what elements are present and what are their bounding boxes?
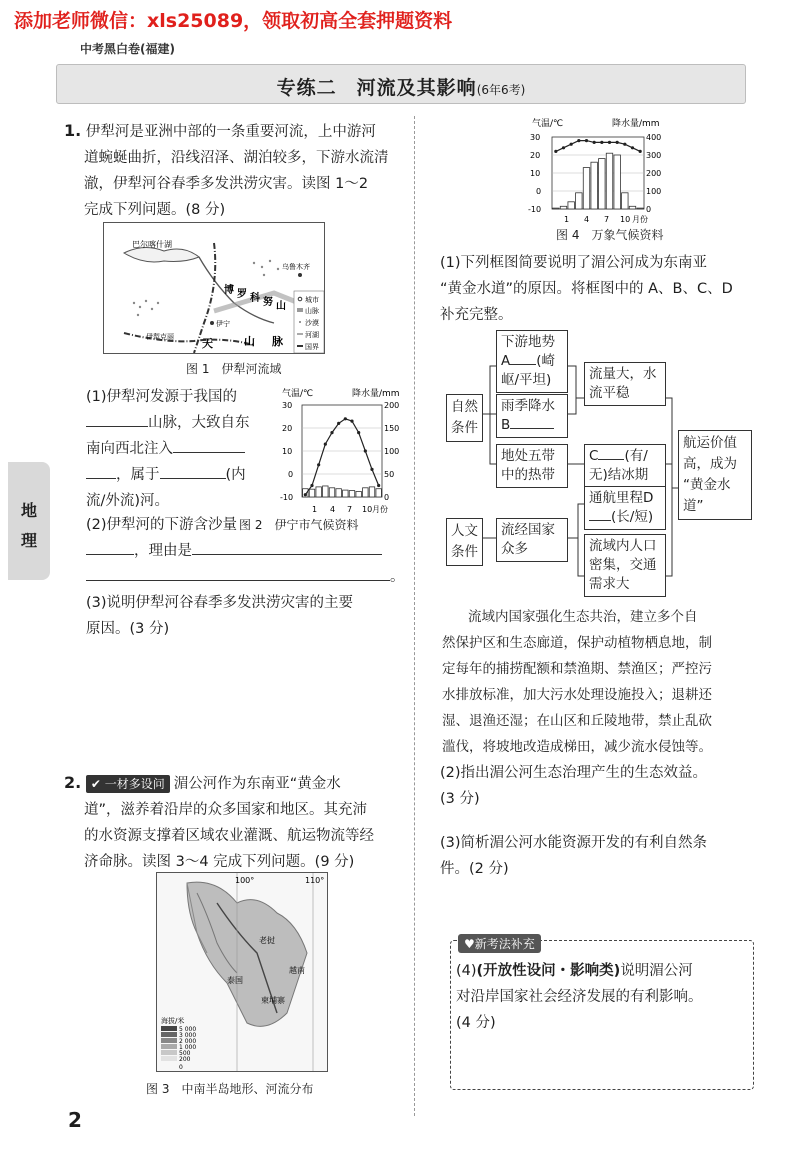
q2-sub3-line: (3)简析湄公河水能资源开发的有利自然条: [440, 835, 708, 851]
box-terrain: [496, 330, 568, 393]
fig4-month-unit: 月份: [632, 215, 648, 224]
box-text: 流域内人口: [589, 538, 657, 554]
fig2-precip-bar: [329, 488, 334, 497]
fig2-precip-bars: [303, 486, 382, 497]
q2-stem-line: 济命脉。读图 3～4 完成下列问题。(9 分): [84, 854, 355, 870]
fig2-precip-bar: [309, 489, 314, 497]
answer-blank[interactable]: [86, 478, 116, 479]
q1-stem-line: 伊犁河是亚洲中部的一条重要河流，上中游河: [85, 124, 376, 140]
box-text: 无)结冰期: [589, 467, 649, 483]
q2-sub3-line: 件。(2 分): [440, 861, 509, 877]
fig2-month-tick: 10: [362, 505, 373, 514]
q2-stem: [64, 770, 374, 875]
answer-blank-b[interactable]: [510, 428, 554, 429]
box-tropical: [496, 444, 568, 488]
box-result: [678, 430, 752, 520]
passage-line: 水排放标准，加大污水处理设施投入；退耕还: [442, 687, 712, 703]
legend-item: 3 000: [179, 1032, 197, 1039]
map-lon-label: 110°: [305, 876, 325, 885]
fig4-right-tick: 400: [646, 133, 662, 142]
section-title-sub: (6年6考): [476, 83, 526, 97]
fig4-temp-point: [577, 139, 580, 142]
q1-sub1-line: 南向西北注入: [86, 441, 173, 457]
fig4-precip-bar: [553, 208, 559, 209]
q2-sub3: [440, 830, 707, 882]
fig4-right-tick: 200: [646, 169, 662, 178]
box-text: B: [501, 417, 511, 433]
fig2-left-tick: 0: [288, 470, 294, 479]
label-city: 乌鲁木齐: [282, 263, 310, 271]
fig4-right-tick: 100: [646, 187, 662, 196]
q1-sub2-line: (2)伊犁河的下游含沙量: [86, 517, 238, 533]
fig2-temp-point: [310, 484, 313, 487]
fig4-temp-point: [631, 146, 634, 149]
fig2-month-unit: 月份: [372, 505, 388, 514]
fig4-precip-bar: [560, 206, 566, 209]
fig4-temp-point: [608, 141, 611, 144]
legend-item: 2 000: [179, 1038, 197, 1045]
q2-sub2-line: (2)指出湄公河生态治理产生的生态效益。: [440, 765, 708, 781]
box-text: 条件: [451, 544, 478, 560]
fig4-precip-bar: [622, 193, 628, 209]
legend-item: 1 000: [179, 1044, 197, 1051]
answer-blank[interactable]: [192, 554, 382, 555]
page-number: 2: [68, 1108, 82, 1132]
q2-sub1-intro: [440, 250, 733, 328]
q1-sub1-line: (内: [225, 467, 246, 483]
answer-blank[interactable]: [86, 580, 390, 581]
fig4-month-tick: 1: [564, 215, 570, 224]
label-mt: 脉: [272, 335, 283, 348]
legend-item: 5 000: [179, 1026, 197, 1033]
fig4-precip-bar: [568, 202, 574, 209]
answer-blank-c[interactable]: [598, 459, 624, 460]
box-text: 通航里程D: [589, 490, 654, 506]
q1-number: 1.: [64, 121, 82, 140]
box-text: 需求大: [589, 576, 630, 592]
q1-sub1-line: ，属于: [116, 467, 160, 483]
fig4-temp-point: [600, 141, 603, 144]
fig2-precip-bar: [349, 491, 354, 497]
box-text: “黄金水: [683, 477, 731, 493]
section-title-main: 专练二 河流及其影响: [276, 77, 477, 99]
fig2-precip-bar: [343, 490, 348, 497]
fig2-temp-line: [304, 417, 381, 496]
fig3-indochina-map: [156, 872, 328, 1072]
box-text: 雨季降水: [501, 398, 555, 414]
fig4-precip-bar: [576, 193, 582, 209]
legend-title: 海拔/米: [161, 1017, 185, 1025]
fig2-right-tick: 0: [384, 493, 390, 502]
fig4-right-tick: 300: [646, 151, 662, 160]
fig2-left-tick: -10: [280, 493, 294, 502]
box-text: 人文: [451, 523, 478, 539]
section-banner: [56, 64, 746, 104]
q1-stem-line: 完成下列问题。(8 分): [84, 202, 226, 218]
fig4-precip-bars: [553, 153, 644, 209]
fig2-temp-point: [317, 463, 320, 466]
section-title: [57, 73, 745, 100]
fig2-temp-point: [350, 420, 353, 423]
fig2-climate-chart: [280, 386, 405, 514]
q2-sub4-type: (开放性设问・影响类): [476, 963, 621, 979]
fig4-temp-point: [554, 150, 557, 153]
box-text: 流经国家: [501, 522, 555, 538]
q2-tag: ✔ 一材多设问: [86, 775, 170, 793]
label-mt: 罗: [237, 289, 247, 300]
fig2-temp-point: [357, 431, 360, 434]
box-distance: [584, 486, 666, 530]
fig4-temp-point: [585, 139, 588, 142]
ecology-passage: [442, 604, 712, 760]
fig4-left-tick: 10: [530, 169, 541, 178]
answer-blank-a[interactable]: [510, 364, 536, 365]
map-place-label: 泰国: [227, 976, 243, 985]
map-lon-label: 100°: [235, 876, 255, 885]
box-text: 地处五带: [501, 448, 555, 464]
fig2-precip-bar: [369, 487, 374, 497]
fig2-right-tick: 100: [384, 447, 400, 456]
box-flow: [584, 362, 666, 406]
q2-sub2: [440, 760, 707, 812]
fig2-right-tick: 150: [384, 424, 400, 433]
legend-item: 城市: [305, 296, 319, 304]
box-text: 密集，交通: [589, 557, 657, 573]
fig4-temp-point: [639, 150, 642, 153]
fig2-month-tick: 1: [312, 505, 318, 514]
label-mt: 科: [250, 293, 260, 304]
fig2-temp-label: 气温/℃: [282, 389, 314, 399]
q2-intro-line: (1)下列框图简要说明了湄公河成为东南亚: [440, 255, 708, 271]
fig2-temp-point: [337, 422, 340, 425]
fig4-axes: [552, 137, 644, 209]
legend-item: 0: [179, 1064, 183, 1071]
q1-sub1-line: (1)伊犁河发源于我国的: [86, 389, 238, 405]
label-mt: 努: [263, 297, 273, 308]
q1-sub3: [86, 590, 353, 642]
fig4-precip-bar: [599, 159, 605, 209]
q1-stem-line: 澈，伊犁河谷春季多发洪涝灾害。读图 1～2: [84, 176, 369, 192]
box-human: [446, 518, 483, 566]
box-text: 流平稳: [589, 385, 630, 401]
subject-side-tab: [8, 462, 50, 580]
series-title: 中考黑白卷(福建): [80, 42, 175, 56]
box-text: (有/: [624, 448, 648, 464]
q1-sub2-line: ，理由是: [134, 543, 192, 559]
fig4-precip-bar: [583, 168, 589, 209]
map-place-label: 越南: [289, 966, 305, 975]
passage-line: 流域内国家强化生态共治，建立多个自: [468, 609, 698, 625]
label-lake: 巴尔喀什湖: [132, 240, 172, 249]
column-divider: [414, 116, 415, 1116]
box-natural: [446, 394, 483, 442]
box-text: A: [501, 353, 511, 369]
box-text: 岖/平坦): [501, 372, 552, 388]
box-text: 高，成为: [683, 456, 737, 472]
fig2-temp-point: [364, 449, 367, 452]
answer-blank[interactable]: [160, 478, 226, 479]
legend-item: 沙漠: [305, 319, 319, 327]
fig2-temp-point: [304, 493, 307, 496]
q1-stem: [64, 118, 389, 223]
fig2-precip-bar: [363, 488, 368, 497]
box-countries: [496, 518, 568, 562]
box-rain: [496, 394, 568, 438]
fig4-left-tick: 20: [530, 151, 541, 160]
map-place-label: 柬埔寨: [261, 996, 285, 1005]
side-char-2: 理: [20, 531, 37, 550]
fig4-temp-point: [593, 141, 596, 144]
fig4-left-tick: 30: [530, 133, 541, 142]
answer-blank[interactable]: [86, 426, 148, 427]
q1-sub3-line: (3)说明伊犁河谷春季多发洪涝灾害的主要: [86, 595, 354, 611]
box-ice: [584, 444, 666, 488]
answer-blank[interactable]: [173, 452, 245, 453]
fig4-precip-label: 降水量/mm: [612, 119, 660, 129]
legend-item: 河湖: [305, 331, 319, 339]
label-city: 伊犁克丽: [146, 333, 174, 341]
fig2-temp-polyline: [305, 419, 378, 495]
box-text: 中的热带: [501, 467, 555, 483]
legend-item: 200: [179, 1056, 191, 1063]
q2-stem-line: 湄公河作为东南亚“黄金水: [173, 776, 341, 792]
passage-line: 湿、退渔还湿；在山区和丘陵地带，禁止乱砍: [442, 713, 712, 729]
q1-sub1: [86, 384, 250, 514]
label-city: 伊宁: [216, 320, 230, 328]
label-mt: 山: [244, 335, 255, 348]
ad-banner: 添加老师微信：xls25089，领取初高全套押题资料: [14, 10, 453, 32]
fig4-temp-point: [562, 146, 565, 149]
q2-intro-line: “黄金水道”的原因。将框图中的 A、B、C、D: [440, 281, 733, 297]
q2-sub4-prefix: (4): [456, 963, 477, 979]
fig2-precip-bar: [376, 489, 381, 497]
fig3-caption: 图 3 中南半岛地形、河流分布: [146, 1082, 314, 1096]
fig4-precip-bar: [629, 206, 635, 209]
q2-stem-line: 的水资源支撑着区域农业灌溉、航运物流等经: [84, 828, 374, 844]
q1-sub1-line: 流/外流)河。: [86, 493, 170, 509]
label-mt: 博: [224, 285, 234, 296]
q2-sub4-text: 说明湄公河: [620, 963, 693, 979]
fig4-temp-label: 气温/℃: [532, 119, 564, 129]
passage-line: 然保护区和生态廊道，保护动植物栖息地，制: [442, 635, 712, 651]
q2-sub2-line: (3 分): [440, 791, 480, 807]
q2-sub4: [456, 958, 703, 1036]
answer-blank[interactable]: [86, 554, 134, 555]
label-mt: 山: [276, 301, 286, 312]
fig2-right-tick: 50: [384, 470, 395, 479]
fig4-month-tick: 10: [620, 215, 631, 224]
box-text: 流量大，水: [589, 366, 657, 382]
box-text: (崎: [536, 353, 556, 369]
fig4-precip-bar: [591, 162, 597, 209]
fig4-month-tick: 4: [584, 215, 590, 224]
q2-stem-line: 道”，滋养着沿岸的众多国家和地区。其充沛: [84, 802, 368, 818]
fig4-temp-point: [623, 143, 626, 146]
fig2-caption: 图 2 伊宁市气候资料: [239, 518, 359, 532]
fig4-precip-bar: [614, 155, 620, 209]
q1-sub1-line: 山脉，大致自东: [148, 415, 250, 431]
q1-stem-line: 道蜿蜒曲折，沿线沼泽、湖泊较多，下游水流清: [84, 150, 389, 166]
fig2-precip-bar: [336, 489, 341, 497]
map-place-label: 老挝: [259, 936, 275, 945]
box-text: (长/短): [611, 509, 654, 525]
side-char-1: 地: [20, 501, 37, 520]
legend-item: 500: [179, 1050, 191, 1057]
fig2-precip-bar: [356, 491, 361, 497]
new-method-tag: ♥新考法补充: [458, 934, 541, 953]
box-text: 众多: [501, 541, 528, 557]
box-text: 自然: [451, 399, 478, 415]
answer-blank-d[interactable]: [589, 520, 611, 521]
fig2-left-tick: 10: [282, 447, 293, 456]
fig2-temp-point: [324, 443, 327, 446]
box-text: 条件: [451, 420, 478, 436]
fig4-climate-chart: [528, 118, 668, 224]
legend-item: 国界: [305, 343, 319, 351]
fig2-precip-bar: [323, 486, 328, 497]
q1-sub2: (2)伊犁河的下游含沙量 图 2 伊宁市气候资料 ，理由是 。: [86, 517, 405, 585]
fig2-right-tick: 200: [384, 401, 400, 410]
fig2-month-tick: 7: [347, 505, 353, 514]
fig4-month-tick: 7: [604, 215, 610, 224]
fig4-precip-bar: [606, 153, 612, 209]
q2-sub4-text: 对沿岸国家社会经济发展的有利影响。: [456, 989, 703, 1005]
fig2-precip-bar: [316, 487, 321, 497]
fig2-temp-point: [344, 417, 347, 420]
fig2-temp-point: [330, 431, 333, 434]
fig2-left-tick: 30: [282, 401, 293, 410]
fig2-temp-point: [370, 468, 373, 471]
fig4-left-tick: -10: [528, 205, 542, 214]
fig4-left-tick: 0: [536, 187, 542, 196]
box-text: 航运价值: [683, 435, 737, 451]
box-text: 道”: [683, 498, 704, 514]
fig2-precip-label: 降水量/mm: [352, 389, 400, 399]
passage-line: 滥伐，将坡地改造成梯田，减少流水侵蚀等。: [442, 739, 712, 755]
passage-line: 定每年的捕捞配额和禁渔期、禁渔区；严控污: [442, 661, 712, 677]
box-population: [584, 534, 666, 597]
q1-sub3-line: 原因。(3 分): [86, 621, 170, 637]
q2-sub4-text: (4 分): [456, 1015, 496, 1031]
fig4-right-tick: 0: [646, 205, 652, 214]
fig1-caption: 图 1 伊犁河流域: [186, 362, 282, 376]
label-mt: 天: [202, 337, 213, 350]
fig4-caption: 图 4 万象气候资料: [556, 228, 664, 242]
legend-item: 山脉: [305, 307, 319, 315]
q2-number: 2.: [64, 773, 82, 792]
fig4-temp-line: [554, 139, 642, 153]
box-text: 下游地势: [501, 334, 555, 350]
fig4-temp-polyline: [556, 141, 640, 152]
fig1-ili-basin-map: [103, 222, 325, 354]
box-text: C: [589, 448, 599, 464]
q2-intro-line: 补充完整。: [440, 307, 513, 323]
fig4-temp-point: [616, 141, 619, 144]
fig2-temp-point: [377, 484, 380, 487]
fig2-axes: [302, 405, 382, 497]
fig1-legend: [294, 291, 324, 353]
fig2-left-tick: 20: [282, 424, 293, 433]
fig4-precip-bar: [637, 208, 643, 209]
fig2-month-tick: 4: [330, 505, 336, 514]
fig4-temp-point: [570, 143, 573, 146]
